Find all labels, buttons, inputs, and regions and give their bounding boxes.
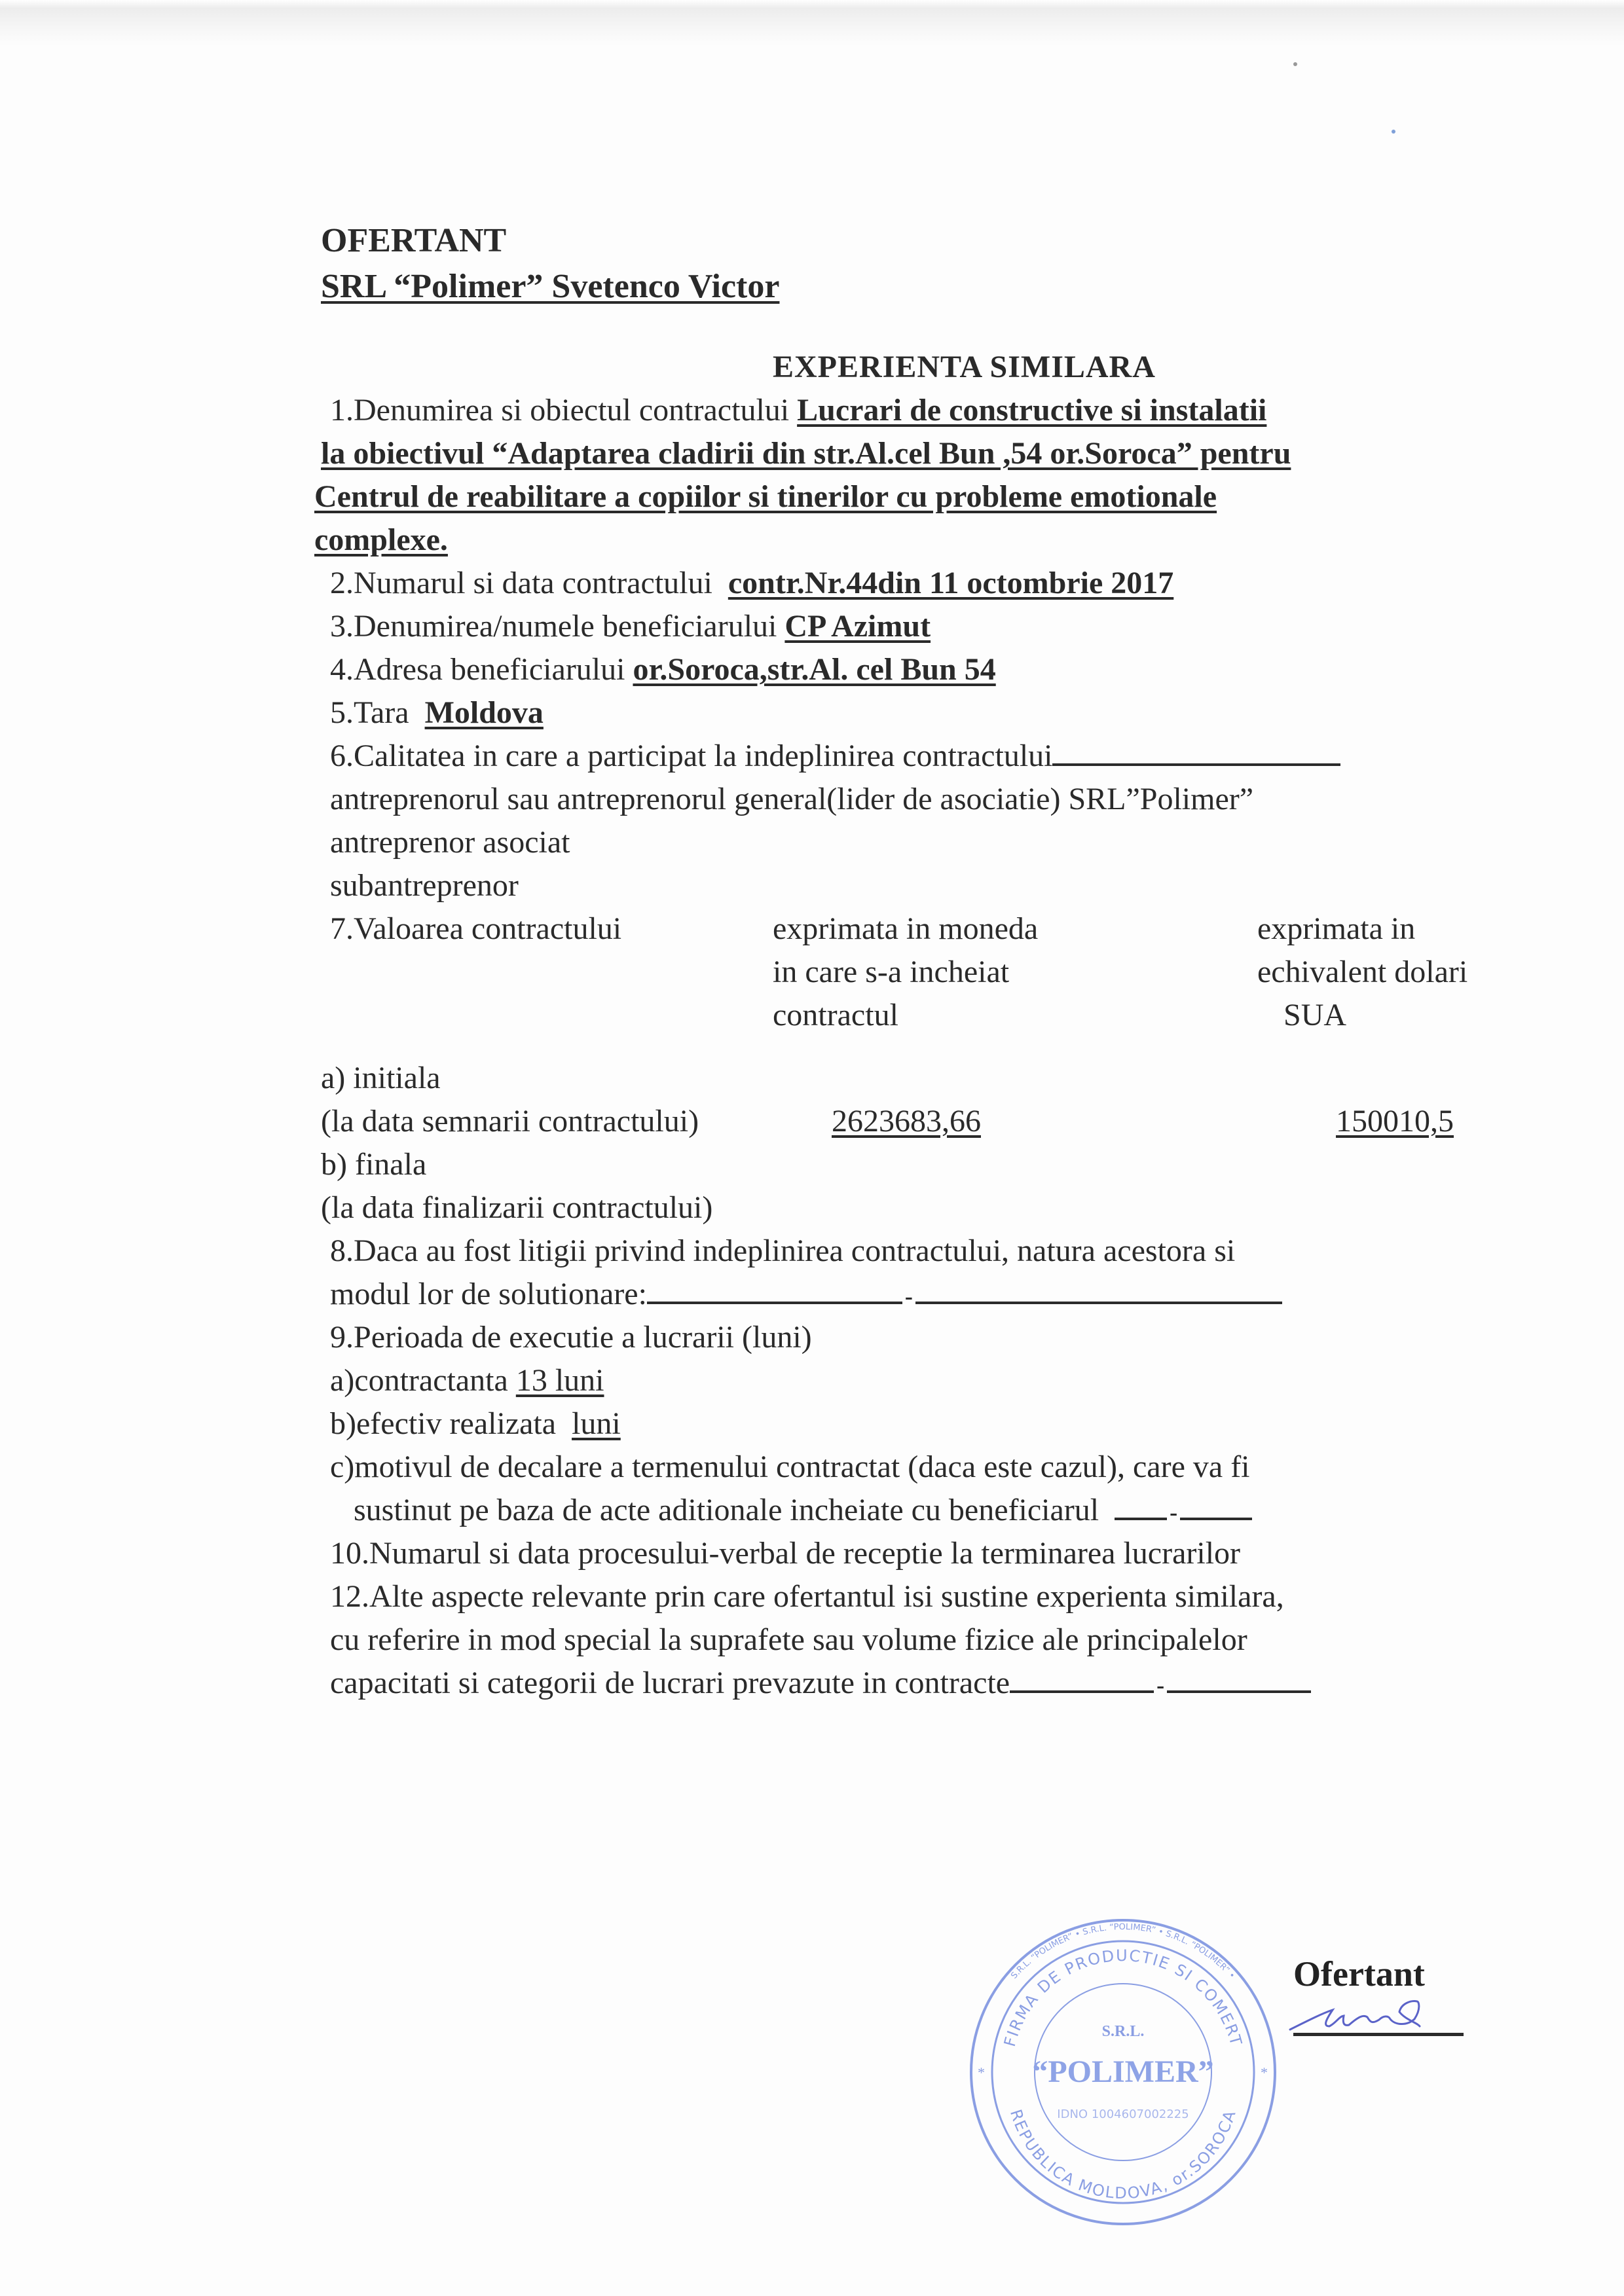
stamp-star-left-icon: *: [978, 2064, 985, 2081]
item-4-row: [321, 653, 1565, 697]
item-1-value-line2: la obiectivul “Adaptarea cladirii din str.Al.cel Bun ,54 or.Soroca” pentru: [321, 436, 1291, 471]
item-8-line1: 8.Daca au fost litigii privind indeplinirea contractului, natura acestora si: [330, 1233, 1236, 1268]
item-12-line3-row: [321, 1667, 1565, 1710]
item-6-option-3: subantreprenor: [330, 868, 519, 903]
signature-label: Ofertant: [1293, 1954, 1425, 1994]
item-1-value-line1: Lucrari de constructive si instalatii: [797, 393, 1267, 428]
item-3-label: 3.Denumirea/numele beneficiarului: [330, 609, 777, 644]
item-9-a-label: a)contractanta: [330, 1363, 508, 1398]
item-2-label: 2.Numarul si data contractului: [330, 566, 712, 600]
item-7-a-value-local-text: 2623683,66: [832, 1104, 981, 1139]
signature-line: [1293, 2033, 1464, 2036]
item-6-label: 6.Calitatea in care a participat la indeplinirea contractului: [330, 738, 1053, 773]
item-3-value: CP Azimut: [784, 609, 931, 644]
item-7-label: 7.Valoarea contractului: [330, 911, 622, 946]
item-9-a-row: [321, 1364, 1565, 1408]
stamp-idno: IDNO 1004607002225: [1057, 2107, 1189, 2121]
item-7-col2-line3: SUA: [1283, 998, 1347, 1032]
item-7-col1-line3: contractul: [773, 998, 898, 1032]
item-7-b-sub: (la data finalizarii contractului): [321, 1190, 713, 1225]
item-9-c-line2: sustinut pe baza de acte aditionale incheiate cu beneficiarul: [354, 1493, 1099, 1527]
company-name-text: SRL “Polimer” Svetenco Victor: [321, 268, 780, 305]
item-9-label: 9.Perioada de executie a lucrarii (luni): [330, 1320, 812, 1355]
item-8-blank-1: [647, 1279, 902, 1304]
item-1-row: [321, 394, 1565, 437]
item-2-value: contr.Nr.44din 11 octombrie 2017: [728, 566, 1174, 600]
company-stamp: [966, 1918, 1280, 2226]
stamp-top-arc-text: FIRMA DE PRODUCTIE SI COMERT: [1000, 1946, 1246, 2049]
item-7-a-value-usd-text: 150010,5: [1336, 1104, 1454, 1139]
item-12-dash: -: [1156, 1672, 1165, 1698]
item-7-a-label: a) initiala: [321, 1061, 441, 1095]
item-9-blank-2: [1180, 1495, 1252, 1520]
item-9-blank-1: [1115, 1495, 1167, 1520]
item-5-label: 5.Tara: [330, 695, 409, 730]
item-8-blank-2: [915, 1279, 1282, 1304]
item-6-row: [321, 740, 1565, 783]
scan-speck: [1293, 62, 1297, 66]
item-8-dash: -: [904, 1283, 913, 1309]
item-4-label: 4.Adresa beneficiarului: [330, 652, 625, 687]
item-2-row: [321, 567, 1565, 610]
item-9-b-label: b)efectiv realizata: [330, 1406, 557, 1441]
item-12-line2: cu referire in mod special la suprafete sau volume fizice ale principalelor: [330, 1622, 1247, 1657]
item-9-c-line1: c)motivul de decalare a termenului contractat (daca este cazul), care va fi: [330, 1449, 1250, 1484]
stamp-bottom-arc-text: REPUBLICA MOLDOVA, or.SOROCA: [1006, 2107, 1240, 2203]
item-1-value-line3-row: [314, 481, 1565, 524]
signature-scribble-icon: [1283, 2000, 1480, 2079]
stamp-name: “POLIMER”: [1032, 2054, 1214, 2089]
item-7-col2-line1: exprimata in: [1257, 911, 1416, 946]
item-1-value-line3: Centrul de reabilitare a copiilor si tinerilor cu probleme emotionale: [314, 479, 1217, 514]
scan-speck: [1392, 130, 1395, 134]
item-7-col1-line1: exprimata in moneda: [773, 911, 1039, 946]
item-7-col0: [321, 913, 773, 1042]
item-7-col1-line2: in care s-a incheiat: [773, 955, 1010, 989]
item-4-value: or.Soroca,str.Al. cel Bun 54: [633, 652, 996, 687]
item-9-c-line2-row: [321, 1494, 1565, 1537]
item-6-option-2: antreprenor asociat: [330, 825, 570, 860]
stamp-srl: S.R.L.: [1101, 2023, 1145, 2040]
item-1-value-line4-row: [314, 524, 1565, 567]
stamp-outer-ring-text: S.R.L. “POLIMER” • S.R.L. “POLIMER” • S.R.L. “POLIMER” •: [1009, 1922, 1237, 1981]
item-3-row: [321, 610, 1565, 653]
item-10-label: 10.Numarul si data procesului-verbal de receptie la terminarea lucrarilor: [330, 1536, 1241, 1571]
item-1-label: 1.Denumirea si obiectul contractului: [330, 393, 790, 428]
item-5-row: [321, 697, 1565, 740]
item-6-option-1: antreprenorul sau antreprenorul general(lider de asociatie) SRL”Polimer”: [330, 782, 1254, 816]
item-8-line2: modul lor de solutionare:: [330, 1277, 647, 1311]
item-1-value-line4: complexe.: [314, 522, 448, 557]
item-12-line3: capacitati si categorii de lucrari prevazute in contracte: [330, 1666, 1010, 1700]
item-5-value: Moldova: [424, 695, 544, 730]
item-7-header: [321, 913, 1565, 1042]
company-name: [321, 268, 1565, 314]
item-7-a-sub: (la data semnarii contractului): [321, 1104, 699, 1139]
item-6-blank-line: [1052, 741, 1340, 766]
item-9-b-value: luni: [572, 1406, 621, 1441]
item-1-value-line2-row: [321, 437, 1565, 481]
item-12-blank-2: [1167, 1668, 1311, 1693]
item-9-a-value: 13 luni: [515, 1363, 604, 1398]
item-7-b-label: b) finala: [321, 1147, 427, 1182]
item-7-a-values: [321, 1105, 1565, 1148]
scan-edge-shadow: [0, 0, 1624, 46]
item-7-col2-line2: echivalent dolari: [1257, 955, 1468, 989]
item-7-a-value-usd: [1257, 1105, 1559, 1148]
ofertant-heading: OFERTANT: [321, 222, 507, 259]
stamp-star-right-icon: *: [1261, 2064, 1268, 2081]
item-7-a-value-local: [832, 1105, 1257, 1148]
document-body: [314, 222, 1565, 1710]
item-9-dash: -: [1170, 1499, 1178, 1525]
item-12-blank-1: [1010, 1668, 1154, 1693]
item-9-b-row: [321, 1408, 1565, 1451]
item-7-col1: [773, 913, 1257, 1042]
item-7-col2: [1257, 913, 1559, 1042]
item-8-line2-row: [321, 1278, 1565, 1321]
item-7-a-sub-cell: [321, 1105, 832, 1148]
item-12-line1: 12.Alte aspecte relevante prin care ofertantul isi sustine experienta similara,: [330, 1579, 1284, 1614]
document-title: EXPERIENTA SIMILARA: [773, 350, 1156, 384]
